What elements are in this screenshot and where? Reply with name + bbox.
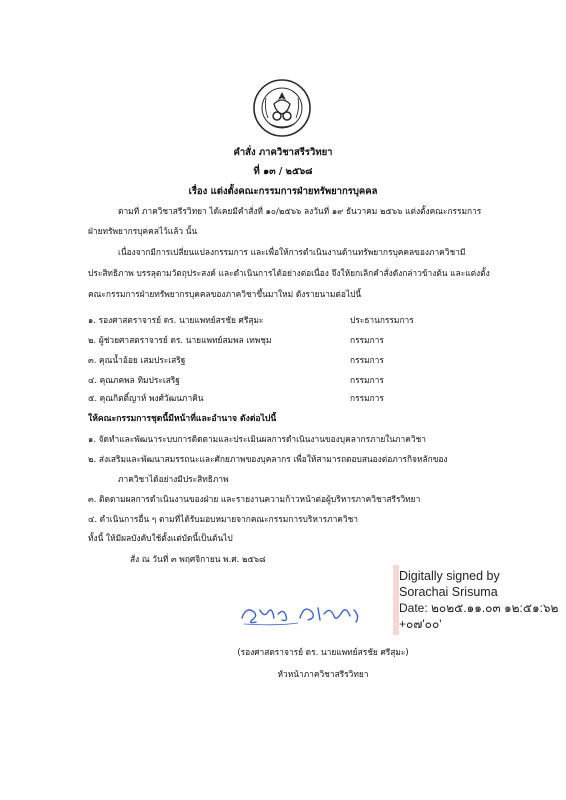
digital-signature-block xyxy=(399,568,558,632)
member-name: ๓. คุณน้ำอ้อย เสมประเสริฐ xyxy=(88,355,186,365)
member-name: ๕. คุณกิตติ์ญาห์ พงศ์วัฒนภาคิน xyxy=(88,393,204,403)
paragraph-1-line-1: ตามที่ ภาควิชาสรีรวิทยา ได้เคยมีคำสั่งที่ ๑๐/๒๕๖๖ ลงวันที่ ๑๙ ธันวาคม ๒๕๖๖ แต่งตั้งคณะกรรมการ xyxy=(118,206,482,216)
order-title: คำสั่ง ภาควิชาสรีรวิทยา xyxy=(233,147,333,158)
digital-signature-date: Date: ๒๐๒๕.๑๑.๐๓ ๑๒:๕๑:๖๒ xyxy=(399,601,559,615)
signer-position: หัวหน้าภาควิชาสรีรวิทยา xyxy=(277,669,369,679)
handwritten-signature xyxy=(238,598,368,628)
member-name: ๑. รองศาสตราจารย์ ดร. นายแพทย์สรชัย ศรีสุมะ xyxy=(88,315,264,325)
member-role: กรรมการ xyxy=(350,335,384,345)
order-number: ที่ ๑๓ / ๒๕๖๘ xyxy=(253,166,313,177)
signer-name: (รองศาสตราจารย์ ดร. นายแพทย์สรชัย ศรีสุมะ) xyxy=(237,647,409,657)
duty-item-4: ๔. ดำเนินการอื่น ๆ ตามที่ได้รับมอบหมายจากคณะกรรมการบริหารภาควิชา xyxy=(88,514,358,524)
paragraph-2-line-1: เนื่องจากมีการเปลี่ยนแปลงกรรมการ และเพื่อให้การดำเนินงานด้านทรัพยากรบุคคลของภาควิชามี xyxy=(118,247,466,257)
duty-item-2-line-1: ๒. ส่งเสริมและพัฒนาสมรรถนะและศักยภาพของบุคลากร เพื่อให้สามารถตอบสนองต่อภารกิจหลักของ xyxy=(88,454,448,464)
digital-signature-line-1: Digitally signed by xyxy=(399,569,500,583)
given-date: สั่ง ณ วันที่ ๓ พฤศจิกายน พ.ศ. ๒๕๖๘ xyxy=(130,554,266,564)
paragraph-1-line-2: ฝ่ายทรัพยากรบุคคลไว้แล้ว นั้น xyxy=(88,226,198,236)
paragraph-2-line-3: คณะกรรมการฝ่ายทรัพยากรบุคคลของภาควิชาขึ้นมาใหม่ ดังรายนามต่อไปนี้ xyxy=(88,289,362,299)
university-seal-icon xyxy=(252,78,312,138)
effective-statement: ทั้งนี้ ให้มีผลบังคับใช้ตั้งแต่บัดนี้เป็นต้นไป xyxy=(88,533,233,543)
duty-item-2-line-2: ภาควิชาได้อย่างมีประสิทธิภาพ xyxy=(118,474,229,484)
digital-signature-line-2: Sorachai Srisuma xyxy=(399,585,498,599)
duty-item-1: ๑. จัดทำและพัฒนาระบบการติดตามและประเมินผลการดำเนินงานของบุคลากรภายในภาควิชา xyxy=(88,434,426,444)
order-subject: เรื่อง แต่งตั้งคณะกรรมการฝ่ายทรัพยากรบุคคล xyxy=(188,186,378,197)
member-role: กรรมการ xyxy=(350,393,384,403)
member-role: กรรมการ xyxy=(350,375,384,385)
member-name: ๒. ผู้ช่วยศาสตราจารย์ ดร. นายแพทย์สมพล เทพชุม xyxy=(88,335,272,345)
member-name: ๔. คุณภคพล ทิมประเสริฐ xyxy=(88,375,180,385)
duty-item-3: ๓. ติดตามผลการดำเนินงานของฝ่าย และรายงานความก้าวหน้าต่อผู้บริหารภาควิชาสรีรวิทยา xyxy=(88,494,421,504)
member-role: ประธานกรรมการ xyxy=(350,315,414,325)
digital-signature-tz: +๐๗'๐๐' xyxy=(399,617,442,631)
duties-heading: ให้คณะกรรมการชุดนี้มีหน้าที่และอำนาจ ดังต่อไปนี้ xyxy=(88,414,277,424)
member-role: กรรมการ xyxy=(350,355,384,365)
paragraph-2-line-2: ประสิทธิภาพ บรรลุตามวัตถุประสงค์ และดำเนินการได้อย่างต่อเนื่อง จึงให้ยกเลิกคำสั่งดังกล่าวข้างต้น และแต่งตั้ง xyxy=(88,268,490,278)
